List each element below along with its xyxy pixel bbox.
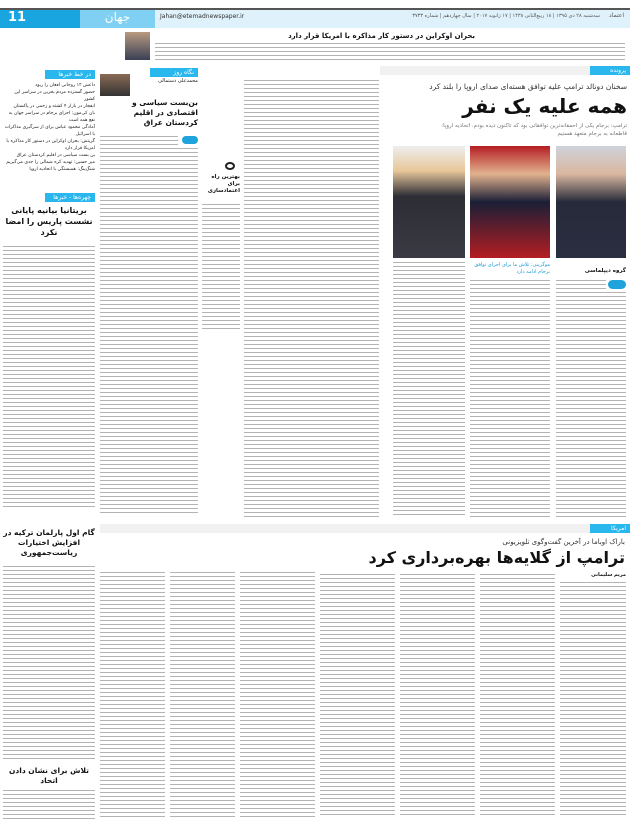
opinion-headline: بن‌بست سیاسی و اقتصادی در اقلیم کردستان عراق [131, 98, 198, 127]
top-story-photo [125, 32, 150, 60]
second-story-headline: ترامپ از گلایه‌ها بهره‌برداری کرد [368, 548, 625, 567]
page-number: 11 [0, 10, 80, 28]
top-story-headline: بحران اوکراین در دستور کار مذاکره با امریکا قرار دارد [288, 32, 475, 40]
main-story-body-lead [556, 280, 606, 290]
brief-item[interactable]: حضور گسترده مردم بحرین در سراسر این کشور [14, 90, 95, 102]
second-story-body-1 [560, 582, 626, 817]
opinion-tag: نگاه روز [150, 68, 198, 77]
opinion-body-lead [100, 136, 178, 146]
second-story-kicker: باراک اوباما در آخرین گفت‌وگوی تلویزیونی [502, 538, 625, 546]
main-story-lead: ترامپ: برجام یکی از احمقانه‌ترین توافقاتی بود که تاکنون دیده بودم. اتحادیه اروپا: قاطعانه به برجام متعهد هستیم [441, 123, 627, 137]
side3-headline: تلاش برای نشان دادن اتحاد [9, 766, 89, 785]
quote-mark-icon [225, 162, 235, 170]
second-story-body-7 [100, 572, 165, 817]
main-story-body-2 [470, 280, 550, 518]
brief-item[interactable]: گزینش: بحران اوکراین در دستور کار مذاکره با امریکا قرار دارد [6, 139, 95, 151]
second-story-body-4 [320, 574, 395, 817]
main-story-body-col [244, 80, 379, 520]
second-story-body-3 [400, 574, 475, 817]
second-story-author: مریم سلیمانی [591, 572, 626, 578]
second-story-body-6 [170, 572, 235, 817]
side2-body [3, 566, 95, 762]
quote-icon [608, 280, 626, 289]
photo-johnson [556, 146, 626, 258]
main-story-kicker: سخنان دونالد ترامپ علیه توافق هسته‌ای صدای اروپا را بلند کرد [429, 82, 627, 91]
author-photo [100, 74, 130, 96]
brief-item[interactable]: آمادگی محمود عباس برای از سرگیری مذاکرات با اسرائیل [4, 125, 95, 137]
side1-tag: چهره‌ها - خبرها [45, 193, 95, 202]
quote-headline: بهترین راه برای اعتمادسازی [207, 174, 240, 194]
second-story-tag: امریکا [100, 524, 630, 533]
main-story-body-1 [556, 292, 626, 517]
second-story-body-2 [480, 574, 555, 817]
opinion-author: محمدعلی دستمالی [158, 78, 198, 84]
briefs-list [3, 82, 95, 173]
side1-body [3, 246, 95, 510]
quote-body [202, 204, 240, 332]
side1-headline: بریتانیا بیانیه پایانی نشست پاریس را امضا نکرد [5, 206, 93, 237]
logo: اعتماد [608, 12, 624, 19]
photo-trump [470, 146, 550, 258]
email-link[interactable]: Jahan@etemadnewspaper.ir [160, 13, 245, 20]
opinion-body [100, 148, 198, 514]
brief-item[interactable]: شنگ‌پنگ: همبستگی با اتحادیه اروپا [29, 167, 95, 172]
briefs-tag: در خط خبرها [45, 70, 95, 79]
brief-item[interactable]: بن بست سیاسی در اقلیم کردستان عراق [16, 153, 95, 158]
brief-item[interactable]: داعش ۱۲ روحانی افغان را ربود [35, 83, 95, 88]
main-story-body-3 [393, 262, 465, 518]
photo-caption: موگرینی: تلاش ما برای اجرای توافق برجام ادامه دارد [474, 262, 550, 275]
brief-item[interactable]: بان کی‌مون: اجرای برجام در سراسر جهان به نفع همه است [8, 111, 95, 123]
photo-mogherini [393, 146, 465, 258]
brief-item[interactable]: میر حسین: تهدید کره شمالی را جدی می‌گیریم [6, 160, 95, 165]
side2-headline: گام اول پارلمان ترکیه در افزایش اختیارات ریاست‌جمهوری [3, 528, 95, 557]
quote-icon [182, 136, 198, 144]
brief-item[interactable]: انفجار در بازار ۴ کشته و زخمی در پاکستان [13, 104, 95, 109]
main-story-headline: همه علیه یک نفر [462, 94, 627, 118]
main-story-author: گروه دیپلماسی [584, 268, 626, 274]
section-title: جهان [80, 10, 155, 28]
top-story-body [155, 43, 625, 61]
side3-body [3, 790, 95, 820]
second-story-body-5 [240, 572, 315, 817]
dateline: سه‌شنبه ۲۸ دی ۱۳۹۵ | ۱۸ ربیع‌الثانی ۱۴۳۸ | ۱۷ ژانویه ۲۰۱۷ | سال چهاردهم | شماره ۳۷۳۳ [412, 13, 600, 19]
main-story-tag: پرونده [380, 66, 630, 75]
